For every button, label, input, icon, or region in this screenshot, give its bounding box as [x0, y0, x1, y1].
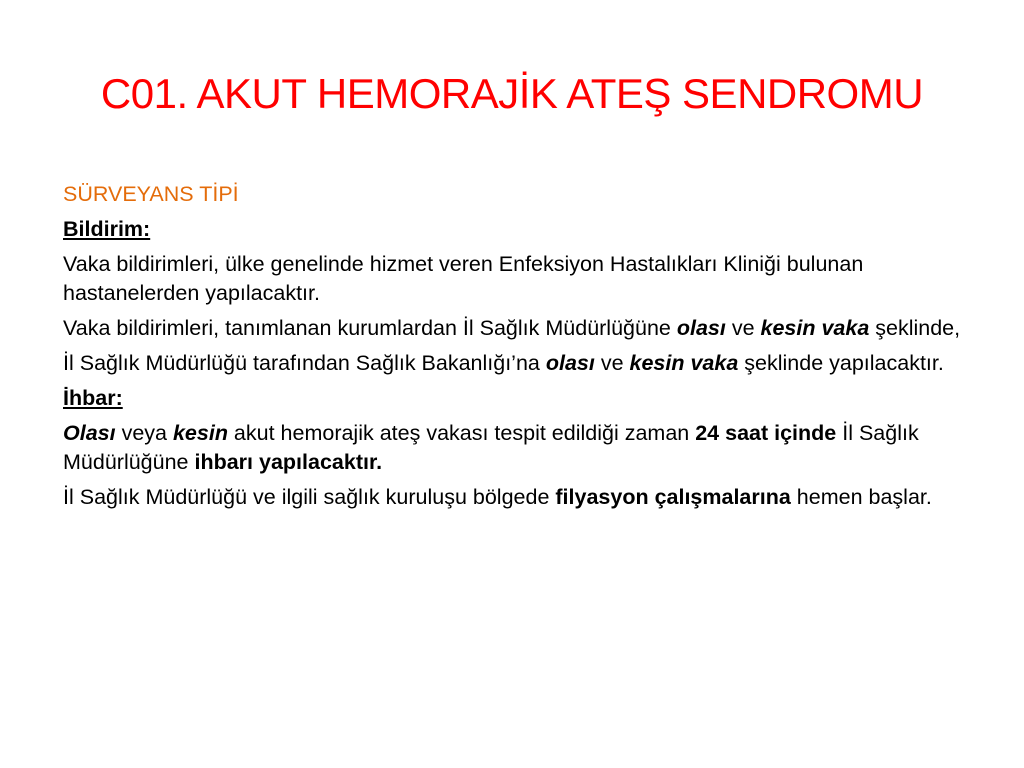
- text-span: akut hemorajik ateş vakası tespit edildiği zaman: [227, 421, 696, 445]
- emphasis-olasi: olası: [545, 351, 595, 375]
- emphasis-kesin: kesin: [172, 421, 228, 445]
- text-span: hemen başlar.: [790, 485, 932, 509]
- bildirim-paragraph-3: [63, 349, 963, 378]
- text-span: Vaka bildirimleri, tanımlanan kurumlardan İl Sağlık Müdürlüğüne: [63, 316, 677, 340]
- surveillance-type-label: SÜRVEYANS TİPİ: [63, 182, 239, 206]
- emphasis-ihbari: ihbarı yapılacaktır.: [194, 450, 383, 474]
- bildirim-paragraph-2: [63, 314, 963, 343]
- text-span: ve: [725, 316, 761, 340]
- ihbar-heading: İhbar:: [63, 386, 123, 410]
- emphasis-olasi: olası: [676, 316, 726, 340]
- bildirim-heading: Bildirim:: [63, 217, 151, 241]
- emphasis-filyasyon: filyasyon çalışmalarına: [555, 485, 791, 509]
- ihbar-paragraph-1: [63, 419, 963, 477]
- text-span: İl Sağlık Müdürlüğüne: [63, 421, 919, 474]
- bildirim-paragraph-1: Vaka bildirimleri, ülke genelinde hizmet veren Enfeksiyon Hastalıkları Kliniği bulunan hastanelerden yapılacaktır.: [63, 252, 864, 305]
- text-span: veya: [115, 421, 173, 445]
- text-span: İl Sağlık Müdürlüğü ve ilgili sağlık kuruluşu bölgede: [63, 485, 556, 509]
- ihbar-paragraph-2: [63, 483, 963, 512]
- text-span: ve: [594, 351, 630, 375]
- emphasis-kesin-vaka: kesin vaka: [760, 316, 870, 340]
- emphasis-24-saat: 24 saat içinde: [695, 421, 837, 445]
- text-span: şeklinde yapılacaktır.: [738, 351, 944, 375]
- slide-title: C01. AKUT HEMORAJİK ATEŞ SENDROMU: [100, 70, 924, 117]
- emphasis-olasi: Olası: [63, 421, 116, 445]
- slide-body: [63, 180, 963, 518]
- emphasis-kesin-vaka: kesin vaka: [629, 351, 739, 375]
- text-span: şeklinde,: [869, 316, 961, 340]
- text-span: İl Sağlık Müdürlüğü tarafından Sağlık Bakanlığı’na: [63, 351, 546, 375]
